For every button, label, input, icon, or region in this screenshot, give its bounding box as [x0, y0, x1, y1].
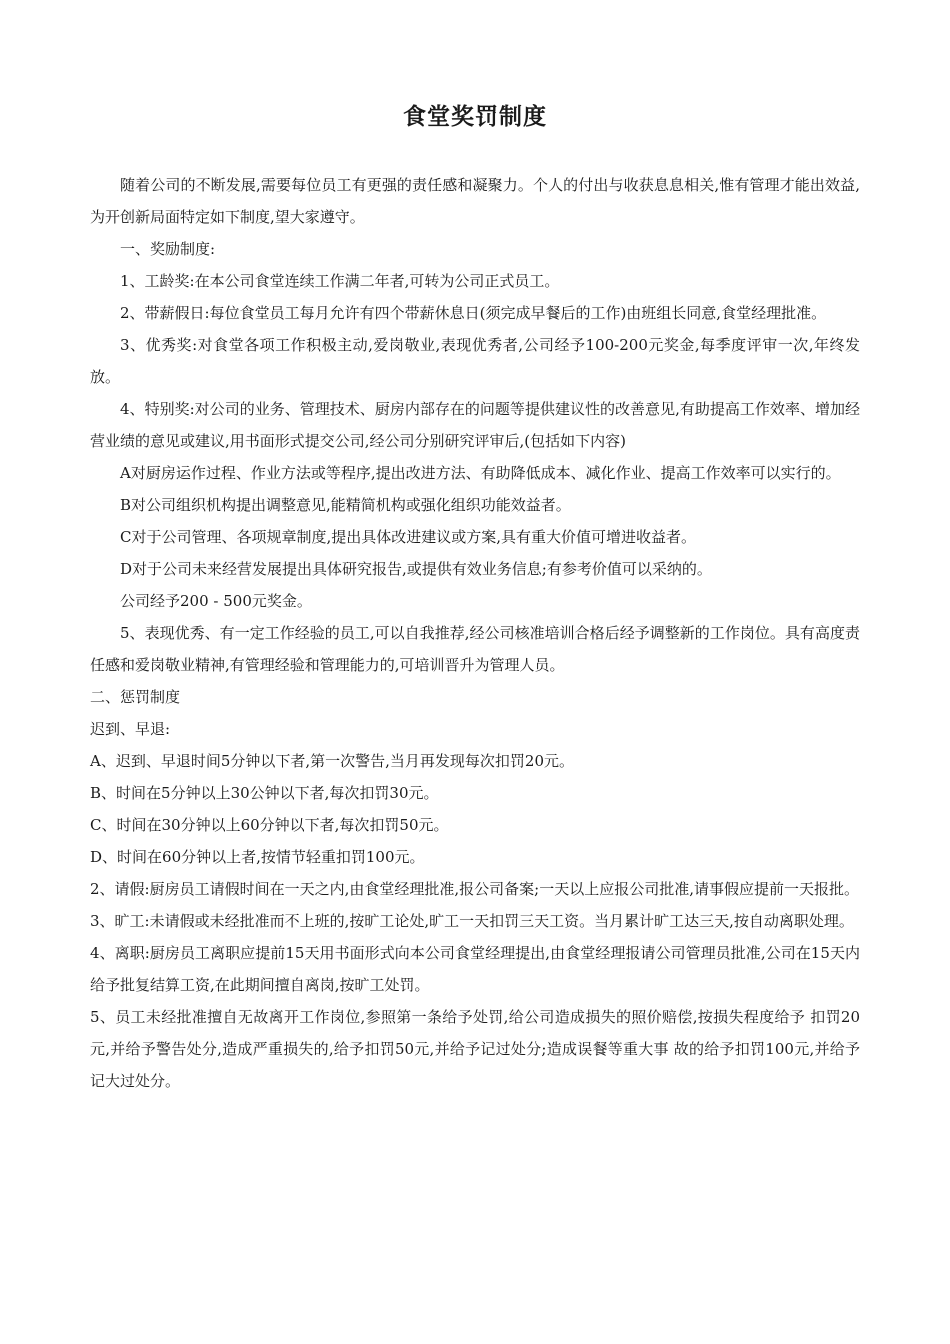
paragraph: B、时间在5分钟以上30公钟以下者,每次扣罚30元。: [90, 784, 439, 802]
paragraph: 2、带薪假日:每位食堂员工每月允许有四个带薪休息日(须完成早餐后的工作)由班组长同意,食堂经理批准。: [120, 304, 827, 322]
paragraph: 1、工龄奖:在本公司食堂连续工作满二年者,可转为公司正式员工。: [120, 272, 560, 290]
document-body: [90, 169, 860, 1097]
paragraph: 5、表现优秀、有一定工作经验的员工,可以自我推荐,经公司核准培训合格后经予调整新的工作岗位。具有高度责任感和爱岗敬业精神,有管理经验和管理能力的,可培训晋升为管理人员。: [90, 624, 860, 674]
paragraph: 3、旷工:未请假或未经批准而不上班的,按旷工论处,旷工一天扣罚三天工资。当月累计旷工达三天,按自动离职处理。: [90, 912, 854, 930]
paragraph: C、时间在30分钟以上60分钟以下者,每次扣罚50元。: [90, 816, 449, 834]
paragraph: B对公司组织机构提出调整意见,能精简机构或强化组织功能效益者。: [120, 496, 571, 514]
paragraph: 2、请假:厨房员工请假时间在一天之内,由食堂经理批准,报公司备案;一天以上应报公司批准,请事假应提前一天报批。: [90, 880, 859, 898]
paragraph: D对于公司未来经营发展提出具体研究报告,或提供有效业务信息;有参考价值可以采纳的。: [120, 560, 712, 578]
document-title: 食堂奖罚制度: [403, 104, 547, 130]
paragraph: 3、优秀奖:对食堂各项工作积极主动,爱岗敬业,表现优秀者,公司经予100-200元奖金,每季度评审一次,年终发放。: [90, 336, 860, 386]
paragraph: 5、员工未经批准擅自无故离开工作岗位,参照第一条给予处罚,给公司造成损失的照价赔偿,按损失程度给予 扣罚20元,并给予警告处分,造成严重损失的,给予扣罚50元,并给予记过处分;造成误餐等重大事 故的给予扣罚100元,并给予记大过处分。: [90, 1008, 860, 1090]
paragraph: 4、特别奖:对公司的业务、管理技术、厨房内部存在的问题等提供建议性的改善意见,有助提高工作效率、增加经营业绩的意见或建议,用书面形式提交公司,经公司分别研究评审后,(包括如下内容): [90, 400, 860, 450]
paragraph: 随着公司的不断发展,需要每位员工有更强的责任感和凝聚力。个人的付出与收获息息相关,惟有管理才能出效益,为开创新局面特定如下制度,望大家遵守。: [90, 176, 860, 226]
paragraph: C对于公司管理、各项规章制度,提出具体改进建议或方案,具有重大价值可增进收益者。: [120, 528, 697, 546]
paragraph: 二、惩罚制度: [90, 688, 181, 706]
paragraph: A对厨房运作过程、作业方法或等程序,提出改进方法、有助降低成本、减化作业、提高工作效率可以实行的。: [120, 464, 841, 482]
paragraph: 一、奖励制度:: [120, 240, 216, 258]
paragraph: A、迟到、早退时间5分钟以下者,第一次警告,当月再发现每次扣罚20元。: [90, 752, 575, 770]
paragraph: 迟到、早退:: [90, 720, 171, 738]
paragraph: 公司经予200 - 500元奖金。: [120, 592, 312, 610]
document-page: [90, 98, 860, 1097]
paragraph: 4、离职:厨房员工离职应提前15天用书面形式向本公司食堂经理提出,由食堂经理报请公司管理员批准,公司在15天内给予批复结算工资,在此期间擅自离岗,按旷工处罚。: [90, 944, 860, 994]
paragraph: D、时间在60分钟以上者,按情节轻重扣罚100元。: [90, 848, 425, 866]
